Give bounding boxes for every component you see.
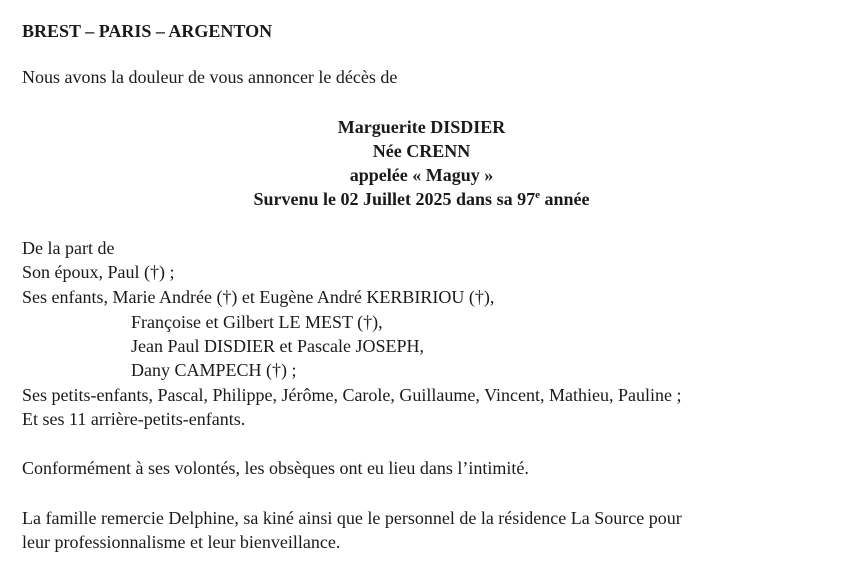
family-children-line: Jean Paul DISDIER et Pascale JOSEPH, xyxy=(131,336,424,356)
death-ordinal: e xyxy=(535,189,540,201)
death-date-text: Survenu le 02 Juillet 2025 dans sa 97 xyxy=(253,189,536,209)
funeral-note: Conformément à ses volontés, les obsèques ont eu lieu dans l’intimité. xyxy=(22,458,529,478)
family-grandchildren: Ses petits-enfants, Pascal, Philippe, Jérôme, Carole, Guillaume, Vincent, Mathieu, Pauline ; xyxy=(22,385,682,405)
thanks-line: La famille remercie Delphine, sa kiné ainsi que le personnel de la résidence La Source pour xyxy=(22,508,682,528)
thanks-line: leur professionnalisme et leur bienveillance. xyxy=(22,532,341,552)
family-children-line: Ses enfants, Marie Andrée (†) et Eugène André KERBIRIOU (†), xyxy=(22,287,495,307)
header-locations: BREST – PARIS – ARGENTON xyxy=(22,21,273,41)
family-children-line: Françoise et Gilbert LE MEST (†), xyxy=(131,312,383,332)
family-from: De la part de xyxy=(22,238,115,258)
deceased-birth-name: Née CRENN xyxy=(372,141,471,161)
deceased-name: Marguerite DISDIER xyxy=(337,117,506,137)
family-great-grandchildren: Et ses 11 arrière-petits-enfants. xyxy=(22,409,246,429)
intro-text: Nous avons la douleur de vous annoncer le décès de xyxy=(22,67,398,87)
death-year-word: année xyxy=(539,189,590,209)
family-spouse: Son époux, Paul (†) ; xyxy=(22,262,175,282)
deceased-nickname: appelée « Maguy » xyxy=(349,165,494,185)
death-date-line xyxy=(0,187,843,211)
family-children-line: Dany CAMPECH (†) ; xyxy=(131,360,297,380)
